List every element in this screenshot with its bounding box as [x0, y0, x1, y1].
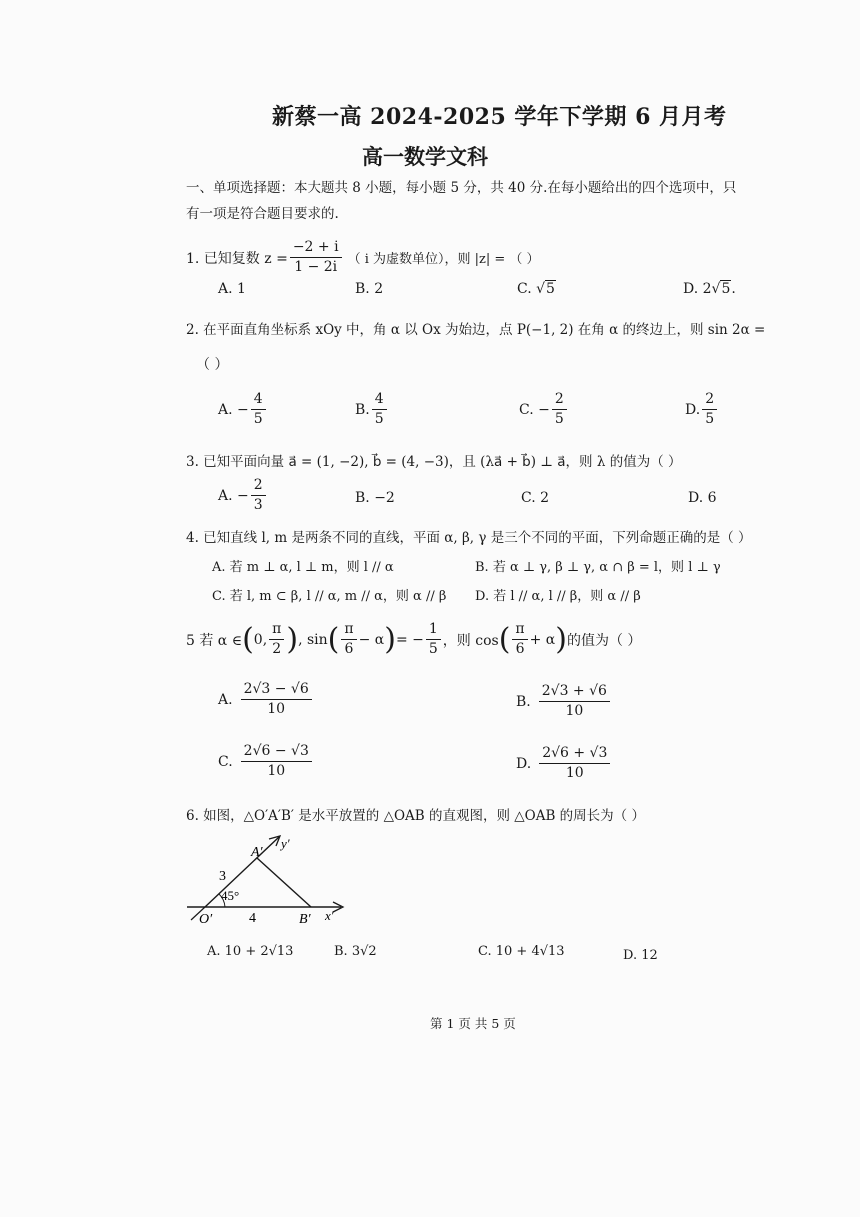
q5-option-a-den: 10 [267, 701, 286, 718]
exam-subtitle: 高一数学文科 [362, 144, 488, 169]
q5-two: 2 [272, 641, 282, 658]
q2-option-d-den: 5 [705, 411, 715, 428]
label-a-prime: A′ [251, 845, 263, 860]
exam-title: 新蔡一高 2024-2025 学年下学期 6 月月考 [272, 104, 727, 130]
q1-option-a: A. 1 [218, 281, 246, 297]
q5-part-4: − α [358, 631, 385, 648]
q5-option-b-den: 10 [565, 703, 584, 720]
q1-option-c-label: C. [517, 281, 532, 297]
label-length-oa: 3 [219, 869, 226, 884]
q2-option-b-label: B. [355, 401, 370, 418]
question-5 [186, 622, 641, 658]
q1-option-d-label: D. 2 [683, 281, 712, 297]
q5-option-a-frac [241, 682, 312, 718]
q5-option-d-frac [539, 746, 610, 782]
q2-option-b-frac [372, 392, 387, 428]
q5-one: 1 [426, 622, 441, 640]
question-2-paren: （ ） [196, 357, 229, 373]
q4-option-a: A. 若 m ⊥ α, l ⊥ m，则 l // α [212, 560, 394, 575]
q5-option-a-label: A. [218, 691, 233, 708]
q5-part-3: , sin [298, 631, 328, 648]
q1-option-b: B. 2 [355, 281, 384, 297]
q5-option-a-num: 2√3 − √6 [241, 682, 312, 700]
q2-option-a-frac [251, 392, 266, 428]
q5-option-a [218, 682, 314, 718]
label-b-prime: B′ [299, 912, 311, 926]
label-angle: 45° [221, 888, 240, 903]
q2-option-c-den: 5 [554, 411, 564, 428]
section-heading: 一、单项选择题：本大题共 8 小题，每小题 5 分，共 40 分.在每小题给出的四个选项中，只 [186, 180, 737, 196]
q1-option-d-radicand: 5 [721, 281, 731, 297]
segment-a-b [257, 858, 311, 907]
q2-option-d-label: D. [685, 401, 701, 418]
q5-paren-open: ( [242, 621, 254, 657]
q2-option-a [218, 392, 268, 428]
q5-option-b-label: B. [516, 693, 531, 710]
q4-option-d: D. 若 l // α, l // β，则 α // β [475, 589, 641, 604]
q5-option-d-label: D. [516, 755, 532, 772]
q5-part-7: + α [529, 631, 556, 648]
q1-option-c: C. √5 [517, 281, 555, 297]
q6-option-d: D. 12 [623, 948, 658, 963]
q5-pi-over-6-b [512, 622, 527, 658]
q3-option-b: B. −2 [355, 490, 395, 506]
q5-pi-b: π [341, 622, 356, 640]
q5-six-b: 6 [515, 641, 525, 658]
q2-option-d [685, 392, 719, 428]
q1-suffix: （ i 为虚数单位），则 |z| = （ ） [347, 252, 540, 268]
q2-option-c-num: 2 [552, 392, 567, 410]
q5-pi-over-6 [341, 622, 356, 658]
q1-option-d: D. 2√5. [683, 281, 736, 297]
q5-option-b-frac [539, 684, 610, 720]
question-4: 4. 已知直线 l, m 是两条不同的直线，平面 α, β, γ 是三个不同的平面，下列命题正确的是（ ） [186, 530, 752, 546]
q3-option-a-num: 2 [251, 478, 266, 496]
q5-paren-open-3: ( [498, 621, 511, 657]
q1-numerator: −2 + i [290, 240, 342, 258]
q5-option-c-den: 10 [267, 763, 286, 780]
q5-part-1: 5 若 α ∈ [186, 632, 243, 649]
label-y-prime: y′ [281, 836, 290, 851]
q2-option-c-frac [552, 392, 567, 428]
q1-denominator: 1 − 2i [294, 259, 338, 276]
label-length-ob: 4 [249, 911, 256, 926]
q5-option-d [516, 746, 612, 782]
q1-option-c-radicand: 5 [546, 281, 555, 297]
q5-five: 5 [428, 641, 438, 658]
q4-option-c: C. 若 l, m ⊂ β, l // α, m // α，则 α // β [212, 589, 447, 604]
q2-option-d-num: 2 [702, 392, 717, 410]
q2-option-d-frac [702, 392, 717, 428]
q5-option-d-den: 10 [565, 765, 584, 782]
q2-option-c-label: C. − [519, 401, 550, 418]
q5-paren-close-2: ) [384, 621, 396, 657]
question-6: 6. 如图，△O′A′B′ 是水平放置的 △OAB 的直观图，则 △OAB 的周长为（ ） [186, 808, 645, 824]
q5-option-c-frac [241, 744, 312, 780]
q5-one-fifth [426, 622, 441, 658]
q5-option-d-num: 2√6 + √3 [539, 746, 610, 764]
label-x-prime: x′ [325, 908, 334, 923]
q2-option-a-den: 5 [253, 411, 263, 428]
q1-fraction [290, 240, 342, 276]
q3-option-a-label: A. − [218, 487, 249, 504]
q6-option-b: B. 3√2 [334, 944, 377, 959]
q1-prefix: 1. 已知复数 z = [186, 250, 288, 267]
q6-option-a: A. 10 + 2√13 [207, 944, 294, 959]
q5-option-c-label: C. [218, 753, 233, 770]
q3-option-d: D. 6 [688, 490, 717, 506]
q5-part-6: ，则 cos [442, 632, 499, 649]
q5-paren-close-3: ) [555, 621, 567, 657]
q2-option-b-den: 5 [374, 411, 384, 428]
label-o-prime: O′ [199, 912, 213, 926]
page-number: 第 1 页 共 5 页 [430, 1016, 516, 1031]
q3-option-a-frac [251, 478, 266, 514]
section-heading-cont: 有一项是符合题目要求的. [186, 206, 339, 222]
q2-option-c [519, 392, 569, 428]
q5-pi-over-2 [269, 622, 284, 658]
q5-part-5: = − [395, 631, 424, 648]
q5-pi-a: π [269, 622, 284, 640]
oblique-drawing-figure [183, 834, 353, 926]
q5-paren-close: ) [286, 621, 299, 657]
q5-option-b [516, 684, 612, 720]
q1-option-d-tail: . [731, 281, 736, 297]
q2-option-b-num: 4 [372, 392, 387, 410]
q5-paren-open-2: ( [327, 621, 340, 657]
q5-option-c-num: 2√6 − √3 [241, 744, 312, 762]
q3-option-a-den: 3 [253, 497, 263, 514]
q5-six-a: 6 [344, 641, 354, 658]
question-1 [186, 240, 540, 276]
q5-option-c [218, 744, 314, 780]
q2-option-a-label: A. − [218, 401, 249, 418]
q6-option-c: C. 10 + 4√13 [478, 944, 565, 959]
q2-option-a-num: 4 [251, 392, 266, 410]
question-3: 3. 已知平面向量 a⃗ = (1, −2), b⃗ = (4, −3)，且 (λa⃗ + b⃗) ⊥ a⃗，则 λ 的值为（ ） [186, 454, 682, 470]
q3-option-c: C. 2 [521, 490, 550, 506]
q5-option-b-num: 2√3 + √6 [539, 684, 610, 702]
q3-option-a [218, 478, 268, 514]
q5-part-8: 的值为（ ） [566, 632, 642, 649]
q4-option-b: B. 若 α ⊥ γ, β ⊥ γ, α ∩ β = l，则 l ⊥ γ [475, 560, 721, 575]
q2-option-b [355, 392, 389, 428]
q5-pi-c: π [512, 622, 527, 640]
question-2: 2. 在平面直角坐标系 xOy 中，角 α 以 Ox 为始边，点 P(−1, 2) 在角 α 的终边上，则 sin 2α = [186, 322, 766, 338]
q5-part-2: 0, [253, 631, 268, 648]
y-axis-line [205, 837, 279, 907]
